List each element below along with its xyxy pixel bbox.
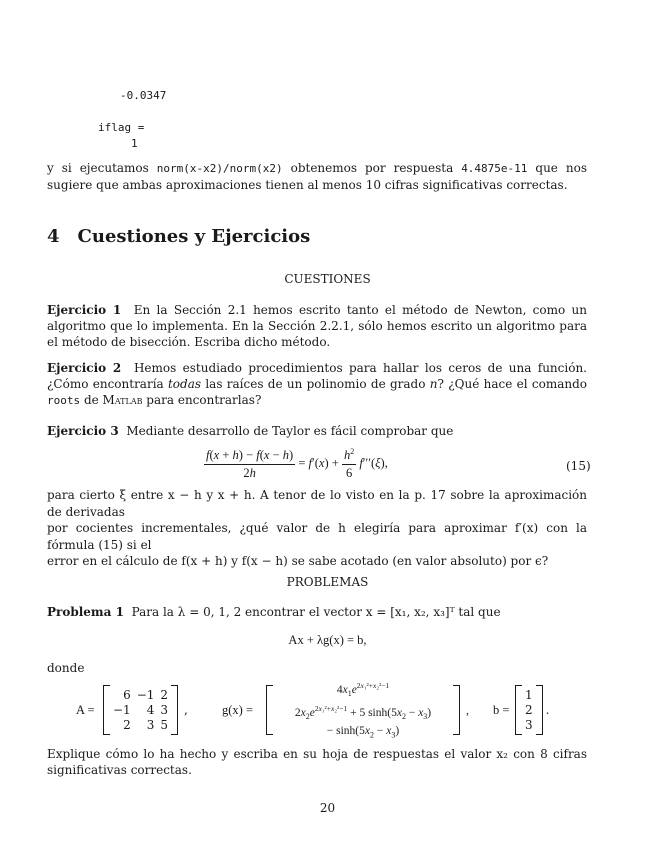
- matrix-cell: −1: [113, 702, 131, 717]
- vector-g: $4x_1e^{2x_1^2+x_2^2-1}$ $2x_2e^{2x_1^2+x_2^2-1} + 5$ $\sinh(5x_2 - x_3)$ − $\sinh(5x_2 - x_3)$ ,: [266, 685, 469, 735]
- vector-b: 1 2 3 .: [515, 685, 549, 735]
- equation-number: (15): [566, 459, 591, 473]
- matrix-cell: 6: [123, 687, 131, 702]
- vector-cell: 1: [525, 687, 533, 702]
- problemas-heading: PROBLEMAS: [286, 575, 369, 589]
- left-bracket: [103, 685, 110, 735]
- ejercicio-2: Ejercicio 2 Hemos estudiado procedimientos para hallar los ceros de una función. ¿Cómo encontraría todas las raíces de un polinomio de grado n? ¿Qué hace el comando roots de Matlab para encontrarlas?: [47, 361, 587, 407]
- section-title: Cuestiones y Ejercicios: [77, 226, 311, 247]
- matrix-cell: 5: [160, 717, 169, 732]
- code-output-flag-label: iflag =: [98, 121, 145, 134]
- matrix-cell: 3: [160, 702, 169, 717]
- matrix-cell: 3: [146, 717, 155, 732]
- problema-1-closing: Explique cómo lo ha hecho y escriba en su hoja de respuestas el valor x₂ con 8 cifras significativas correctas.: [47, 747, 587, 777]
- section-heading: [47, 226, 310, 247]
- vector-cell: 3: [525, 717, 533, 732]
- matrix-a-label: A =: [76, 703, 95, 717]
- intro-paragraph: y si ejecutamos norm(x-x2)/norm(x2) obtenemos por respuesta 4.4875e-11 que nos sugiere que ambas aproximaciones tienen al menos 10 cifras significativas correctas.: [47, 161, 587, 192]
- taylor-formula: $\frac{f(x + h) - f(x - h)}{2h}$ = f′(x) + $\frac{h^2}{6}$ f′′′(ξ),: [206, 447, 388, 481]
- section-number: 4: [47, 226, 60, 247]
- ejercicio-3-body: para cierto ξ entre x − h y x + h. A tenor de lo visto en la p. 17 sobre la aproximación de derivadas por cocientes incrementales, ¿qué valor de h elegiría para aproximar f′(x) con la fórmula (15) si el error en el cálculo de f(x + h) y f(x − h) se sabe acotado (en valor absoluto) por ϵ?: [47, 488, 587, 568]
- b-label: b =: [493, 703, 510, 717]
- matrix-a: 6 −1 2 −1 4 3 2 3 5 ,: [103, 685, 188, 735]
- problem-equation: Ax + λg(x) = b,: [288, 633, 367, 647]
- matrix-cell: 4: [146, 702, 155, 717]
- cuestiones-heading: CUESTIONES: [284, 272, 371, 286]
- problema-1-intro: Problema 1 Para la λ = 0, 1, 2 encontrar el vector x = [x₁, x₂, x₃]ᵀ tal que: [47, 605, 501, 619]
- code-output-flag-value: 1: [131, 137, 138, 150]
- matrix-cell: −1: [136, 687, 155, 702]
- g-label: g(x) =: [222, 703, 253, 717]
- matrix-cell: 2: [160, 687, 169, 702]
- page-number: 20: [319, 801, 336, 815]
- right-bracket: [171, 685, 178, 735]
- donde-label: donde: [47, 661, 85, 675]
- vector-cell: 2: [525, 702, 533, 717]
- matrix-cell: 2: [123, 717, 131, 732]
- ejercicio-1: Ejercicio 1 En la Sección 2.1 hemos escrito tanto el método de Newton, como un algoritmo que lo implementa. En la Sección 2.2.1, sólo hemos escrito un algoritmo para el método de bisección. Escriba dicho método.: [47, 303, 587, 349]
- ejercicio-3-intro: Ejercicio 3 Mediante desarrollo de Taylor es fácil comprobar que: [47, 424, 454, 438]
- code-output-value: -0.0347: [120, 89, 167, 102]
